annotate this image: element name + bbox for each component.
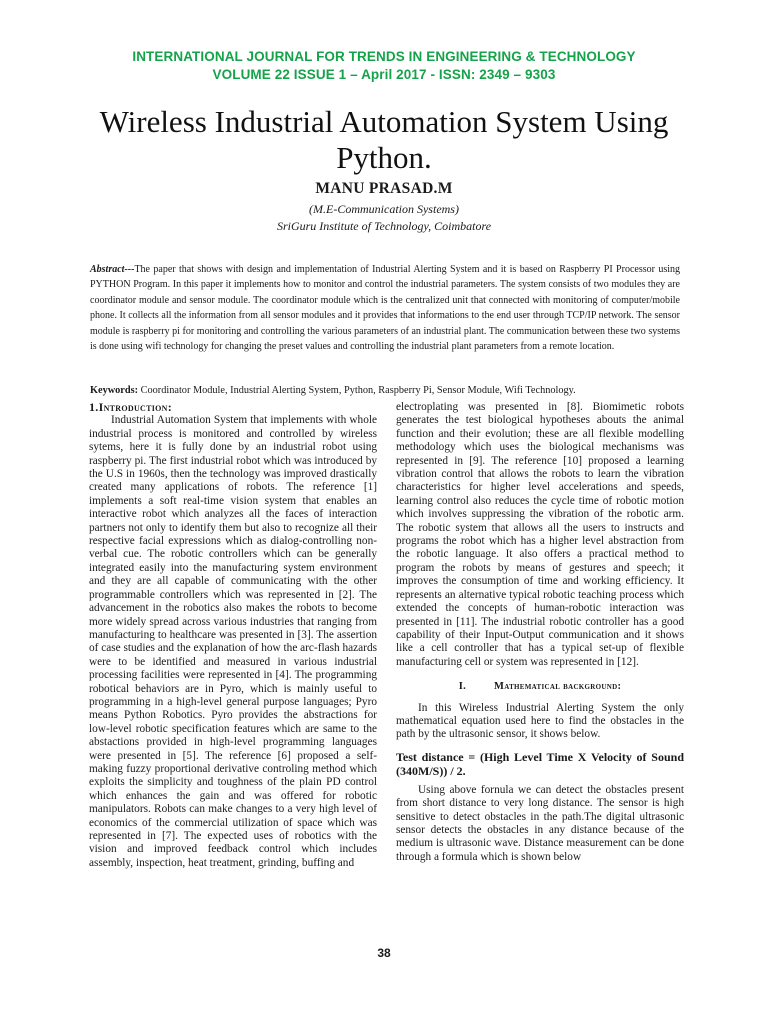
abstract — [90, 262, 680, 354]
author-institute: SriGuru Institute of Technology, Coimbatore — [276, 219, 492, 233]
introduction-continued: electroplating was presented in [8]. Biomimetic robots generates the test biological hypotheses abouts the animal function and their evolution; these are all flexible modelling methodology which uses the biological mechanisms was represented in [9]. The reference [10] proposed a learning vibration control that allows the robots to learn the vibration characteristics for higher level accelerations and speeds, learning control also reduces the cycle time of robotic motion which involves suppressing the vibration of the robotic arm. The robotic system that allows all the users to instructs and programs the robot which has a higher level abstraction from the robotic language. It also offers a practical method to program the robots by means of gestures and speech; it improves the consumption of time and working efficiency. It represents an alternative typical robotic teaching process which extended the concepts of human-robotic interaction was presented in [11]. The industrial robotic controller has a good capability of their Input-Output communication and it shows like a cell controller that has a typical set-up of flexible manufacturing cell or system was represented in [12]. — [396, 401, 684, 668]
author-name: MANU PRASAD.M — [315, 180, 453, 197]
math-heading — [396, 680, 684, 693]
introduction-paragraph: Industrial Automation System that implements with whole industrial process is monitored and controlled by wireless sytems, here it is fully done by an industrial robot using raspberry pi. The first industrial robot which was introduced by the U.S in 1960s, then the technology was improved drastically created many applications of robots. The reference [1] implements a soft real-time vision system that enables an interactive robot which analyzes all the faces of interaction partners not only to identify them but also to recognize all their respective facial expressions which as dialog-controlling non-verbal cue. The robotic controllers which can be generally integrated easily into the manufacturing system environment and they are all capable of communicating with the other programmable controllers which was represented in [2]. The advancement in the robotics also makes the robots to become more widely spread across various industries that ranging from manufacturing to healthcare was presented in [3]. The assertion of case studies and the explanation of how the arc-flash hazards were to be identified and measured in various industrial processing facilities were represented in [4]. The programming robotical behaviors are in Pyro, which is mainly useful to programming in a high-level general purpose languages; Pyro means Python Robotics. Pyro provides the abstractions for low-level robotic specification features which are same to the abstactions provided in high-level programming languages were presented in [5]. The reference [6] proposed a self-making fuzzy proportional derivative controling method which exploits the simplicity and toughness of the plain PD control which enhances the gain and was offered for robotic manipulators. Robots can make changes to a very high level of economics of the commercial utilization of space which was represented in [7]. The expected uses of robotics with the vision and improved feedback control which includes assembly, inspection, heat treatment, grinding, buffing and — [89, 414, 377, 869]
math-paragraph: In this Wireless Industrial Alerting System the only mathematical equation used here to find the obstacles in the path by the ultrasonic sensor, it shows below. — [396, 701, 684, 741]
keywords-text: Coordinator Module, Industrial Alerting System, Python, Raspberry Pi, Sensor Module, Wifi Technology. — [138, 385, 576, 396]
journal-issue: VOLUME 22 ISSUE 1 – April 2017 - ISSN: 2349 – 9303 — [212, 67, 556, 82]
page-number: 38 — [377, 946, 391, 960]
author-degree: (M.E-Communication Systems) — [309, 202, 459, 216]
abstract-text: The paper that shows with design and implementation of Industrial Alerting System and it is based on Raspberry PI Processor using PYTHON Program. In this paper it implements how to monitor and control the industrial parameters. The system consists of two modules they are coordinator module and sensor module. The coordinator module which is the centralized unit that connected with monitoring of computer/mobile phone. It collects all the information from all sensor modules and it provides that informations to the end user through TCP/IP network. The sensor module is raspberry pi for monitoring and controlling the various parameters of an industrial plant. The communication between these two systems is done using wifi technology for changing the preset values and controlling the industrial plant parameters from a remote location. — [90, 264, 680, 353]
math-section-number: I. — [458, 681, 467, 693]
introduction-heading: 1.Introduction: — [89, 400, 173, 414]
keywords — [90, 385, 690, 396]
right-column — [396, 401, 684, 864]
abstract-label: Abstract--- — [90, 264, 135, 275]
journal-name: INTERNATIONAL JOURNAL FOR TRENDS IN ENGINEERING & TECHNOLOGY — [132, 49, 636, 64]
math-paragraph-2: Using above fornula we can detect the obstacles present from short distance to very long distance. The sensor is high sensitive to detect obstacles in the path.The digital ultrasonic sensor detects the obstacles in any distance because of the medium is ultrasonic wave. Distance measurement can be done through a formula which is shown below — [396, 783, 684, 863]
left-column — [89, 401, 377, 870]
keywords-label: Keywords: — [90, 385, 139, 396]
math-section-title: Mathematical background: — [494, 681, 622, 693]
paper-title: Wireless Industrial Automation System Using Python. — [99, 104, 669, 175]
distance-formula: Test distance = (High Level Time X Velocity of Sound (340M/S)) / 2. — [396, 749, 684, 778]
